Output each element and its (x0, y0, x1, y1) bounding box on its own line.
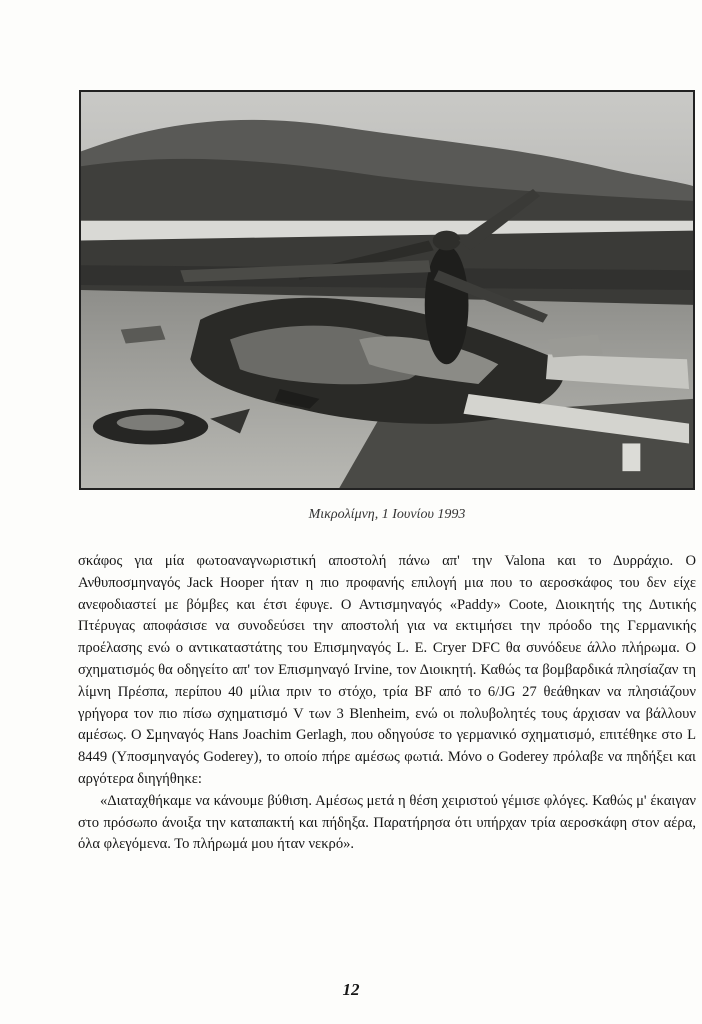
quote-paragraph: «Διαταχθήκαμε να κάνουμε βύθιση. Αμέσως μετά η θέση χειριστού γέμισε φλόγες. Καθώς μ' έκαιγαν στο πρόσωπο άνοιξα την καταπακτή και πήδηξα. Παρατήρησα ότι υπήρχαν τρία αεροσκάφη στον αέρα, όλα φλεγόμενα. Το πλήρωμά μου ήταν νεκρό». (78, 792, 696, 853)
figure-caption: Μικρολίμνη, 1 Ιουνίου 1993 (308, 507, 466, 522)
page-number: 12 (342, 980, 360, 999)
wreck-photo (79, 90, 695, 490)
paragraph-1: σκάφος για μία φωτοαναγνωριστική αποστολή πάνω απ' την Valona και το Δυρράχιο. Ο Ανθυποσμηναγός Jack Hooper ήταν η πιο προφανής επιλογή μια που το αεροσκάφος του δεν είχε ανεφοδιαστεί με βόμβες και έτσι έφυγε. Ο Αντισμηναγός «Paddy» Coote, Διοικητής της Δυτικής Πτέρυγας αποφάσισε να συνοδεύσει την αποστολή για να εκτιμήσει την πρόοδο της Γερμανικής προέλασης ενώ ο αντικαταστάτης του Επισμηναγός L. E. Cryer DFC θα συνόδευε άλλο πλήρωμα. Ο σχηματισμός θα οδηγείτο απ' τον Επισμηναγό Irvine, τον Διοικητή. Καθώς τα βομβαρδικά πλησίαζαν τη λίμνη Πρέσπα, περίπου 40 μίλια πριν το στόχο, τρία BF από το 6/JG 27 θεάθηκαν να πλησιάζουν γρήγορα τον πιο πίσω σχηματισμό V των 3 Blenheim, ενώ οι πολυβολητές τους άρχισαν να βάλλουν αμέσως. Ο Σμηναγός Hans Joachim Gerlagh, που οδηγούσε το γερμανικό σχηματισμό, επιτέθηκε στο L 8449 (Υποσμηναγός Goderey), το οποίο πήρε αμέσως φωτιά. Μόνο ο Goderey πρόλαβε να πηδήξει και αργότερα διηγήθηκε: (78, 553, 696, 787)
body-text (78, 551, 696, 856)
wreck-photo-image (81, 92, 693, 488)
